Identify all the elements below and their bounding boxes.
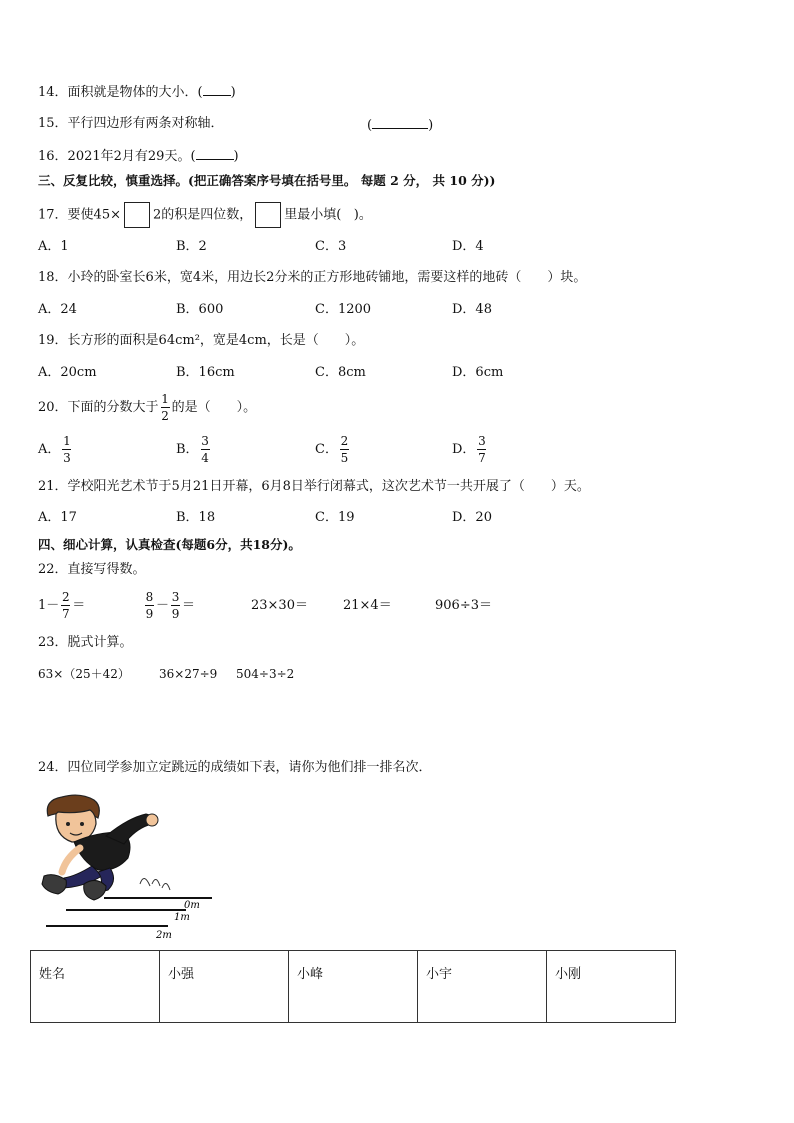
table-cell: 小刚 [547, 951, 676, 1023]
option-b[interactable]: B．16cm [176, 365, 235, 380]
option-d[interactable]: D．4 [452, 239, 484, 254]
answer-blank[interactable] [196, 146, 234, 160]
mark-1m: 1m [174, 912, 190, 923]
long-jump-illustration [36, 792, 216, 944]
option-a[interactable]: A． $\frac{1}{3}$ [38, 434, 71, 465]
expr-2: $\frac{8}{9}$ － $\frac{3}{9}$ ＝ [145, 590, 196, 621]
option-c[interactable]: C．19 [315, 510, 355, 525]
option-a[interactable]: A．17 [38, 510, 77, 525]
question-17: 17．要使45× 2的积是四位数， 里最小填( )。 [38, 202, 372, 229]
answer-blank[interactable] [372, 115, 428, 129]
question-24: 24．四位同学参加立定跳远的成绩如下表，请你为他们排一排名次． [38, 760, 432, 775]
option-d[interactable]: D．48 [452, 302, 492, 317]
option-b[interactable]: B．18 [176, 510, 216, 525]
expr-3: 23×30＝ [251, 598, 308, 613]
calc-3: 504÷3÷2 [236, 667, 295, 681]
question-23: 23．脱式计算。 [38, 635, 133, 650]
expr-1: 1－ $\frac{2}{7}$ ＝ [38, 590, 86, 621]
section-3-heading: 三、反复比较，慎重选择。(把正确答案序号填在括号里。 每题 2 分， 共 10 分)) [38, 173, 496, 188]
question-19: 19．长方形的面积是64cm²，宽是4cm，长是（ ）。 [38, 333, 365, 348]
option-d[interactable]: D．6cm [452, 365, 504, 380]
option-c[interactable]: C．8cm [315, 365, 366, 380]
table-row [31, 951, 676, 1023]
question-20: 20．下面的分数大于 $\frac{1}{2}$ 的是（ ）。 [38, 392, 257, 423]
results-table [30, 950, 676, 1023]
fill-box[interactable] [255, 202, 281, 228]
question-16: 16．2021年2月有29天。( ) [38, 146, 239, 166]
answer-blank[interactable] [203, 82, 231, 96]
mark-0m: 0m [184, 900, 200, 911]
fraction: $\frac{1}{2}$ [161, 392, 169, 423]
option-b[interactable]: B．2 [176, 239, 207, 254]
option-d[interactable]: D． $\frac{3}{7}$ [452, 434, 486, 465]
question-15: 15．平行四边形有两条对称轴． [38, 116, 224, 131]
option-c[interactable]: C．3 [315, 239, 347, 254]
question-22: 22．直接写得数。 [38, 562, 146, 577]
question-21: 21．学校阳光艺术节于5月21日开幕，6月8日举行闭幕式，这次艺术节一共开展了（ ）天。 [38, 479, 590, 494]
expr-5: 906÷3＝ [435, 598, 492, 613]
option-a[interactable]: A．20cm [38, 365, 97, 380]
option-a[interactable]: A．1 [38, 239, 69, 254]
table-cell: 小峰 [289, 951, 418, 1023]
fill-box[interactable] [124, 202, 150, 228]
table-cell: 小强 [160, 951, 289, 1023]
option-b[interactable]: B．600 [176, 302, 224, 317]
option-d[interactable]: D．20 [452, 510, 492, 525]
question-15-answer: ( ) [367, 115, 433, 135]
section-4-heading: 四、细心计算，认真检查(每题6分，共18分)。 [38, 537, 301, 552]
expr-4: 21×4＝ [343, 598, 392, 613]
table-cell: 小宇 [418, 951, 547, 1023]
table-cell: 姓名 [31, 951, 160, 1023]
option-a[interactable]: A．24 [38, 302, 77, 317]
calc-2: 36×27÷9 [159, 667, 218, 681]
option-c[interactable]: C． $\frac{2}{5}$ [315, 434, 349, 465]
option-b[interactable]: B． $\frac{3}{4}$ [176, 434, 209, 465]
calc-1: 63×（25＋42） [38, 667, 130, 681]
mark-2m: 2m [156, 930, 172, 941]
question-18: 18．小玲的卧室长6米，宽4米，用边长2分米的正方形地砖铺地，需要这样的地砖（ ）块。 [38, 270, 587, 285]
option-c[interactable]: C．1200 [315, 302, 372, 317]
question-14: 14．面积就是物体的大小．( ) [38, 82, 236, 102]
